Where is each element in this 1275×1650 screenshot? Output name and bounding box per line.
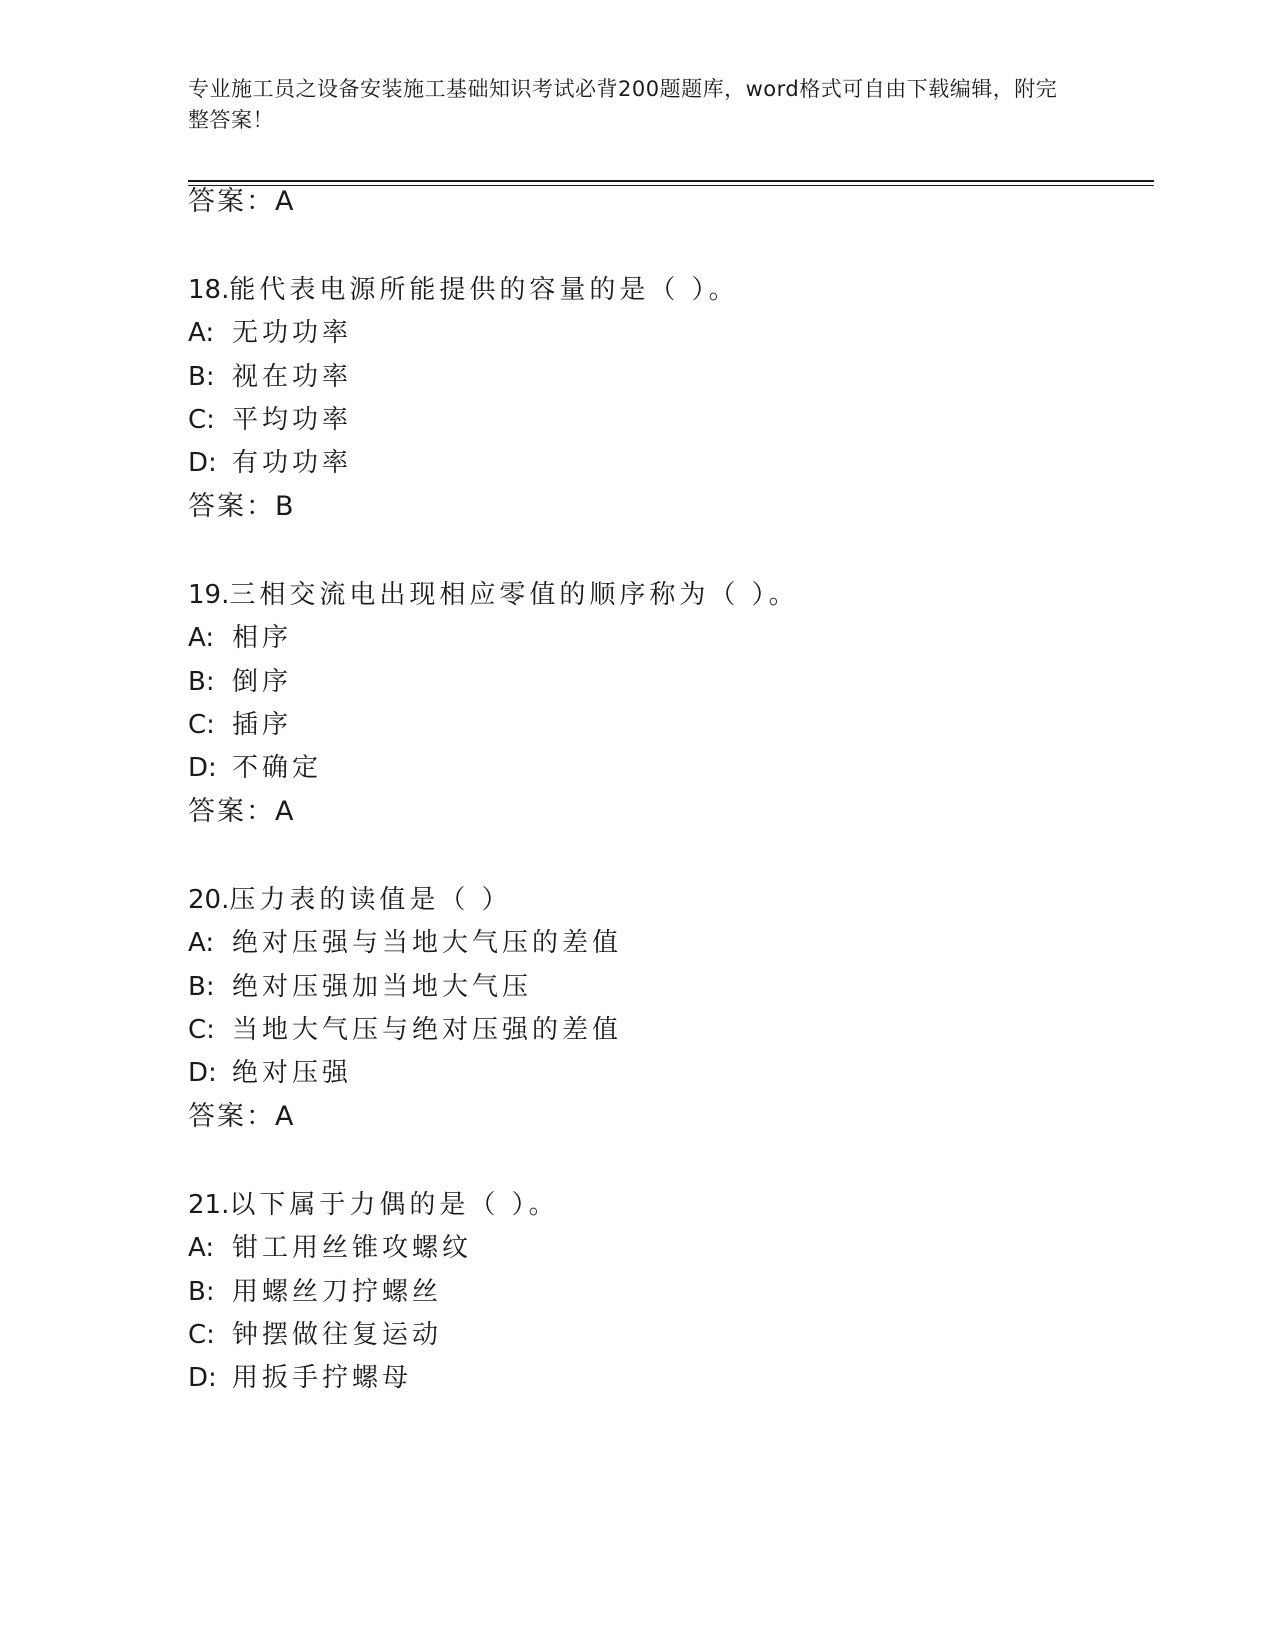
option-text: 绝对压强与当地大气压的差值 [232,928,623,958]
answer-label: 答案： [188,491,275,522]
q21-option-c [188,1320,442,1350]
option-text: 倒序 [232,667,293,697]
q18-answer [188,492,296,522]
option-letter: D: [188,753,217,783]
option-letter: A: [188,623,215,653]
option-letter: C: [188,710,215,740]
header-rule-thin [188,185,1154,186]
option-text: 有功功率 [232,448,353,478]
option-text: 用扳手拧螺母 [232,1363,413,1393]
answer-value: A [275,186,296,217]
question-19 [188,580,799,610]
q18-option-d [188,448,352,478]
option-text: 钟摆做往复运动 [232,1320,443,1350]
q20-option-a [188,928,622,958]
option-letter: B: [188,1277,215,1307]
q19-option-c [188,710,292,740]
question-number: 21. [188,1190,230,1220]
question-text: 以下属于力偶的是（ ）。 [229,1190,559,1220]
option-text: 绝对压强 [232,1058,353,1088]
answer-label: 答案： [188,796,275,827]
option-text: 不确定 [232,753,323,783]
q20-option-b [188,972,532,1002]
option-letter: D: [188,1058,217,1088]
q21-option-b [188,1277,442,1307]
q19-option-d [188,753,322,783]
question-text: 三相交流电出现相应零值的顺序称为（ ）。 [229,580,799,610]
answer-value: B [275,491,296,522]
option-letter: A: [188,1233,215,1263]
option-letter: A: [188,928,215,958]
document-header: 专业施工员之设备安装施工基础知识考试必背200题题库，word格式可自由下载编辑，附完整答案！ [188,77,1058,132]
option-letter: B: [188,667,215,697]
header-rule-thick [188,180,1154,182]
option-text: 插序 [232,710,293,740]
option-text: 当地大气压与绝对压强的差值 [232,1015,623,1045]
option-letter: B: [188,972,215,1002]
question-number: 20. [188,885,230,915]
answer-label: 答案： [188,186,275,217]
option-text: 钳工用丝锥攻螺纹 [232,1233,473,1263]
question-number: 19. [188,580,230,610]
option-letter: D: [188,448,217,478]
option-text: 用螺丝刀拧螺丝 [232,1277,443,1307]
q21-option-a [188,1233,472,1263]
option-text: 相序 [232,623,293,653]
prev-answer [188,187,295,217]
question-21 [188,1190,559,1220]
q18-option-b [188,362,352,392]
q19-answer [188,797,295,827]
answer-label: 答案： [188,1101,275,1132]
answer-value: A [275,1101,296,1132]
q20-option-c [188,1015,622,1045]
question-text: 压力表的读值是（ ） [229,885,512,915]
q19-option-a [188,623,292,653]
q18-option-a [188,318,352,348]
option-letter: B: [188,362,215,392]
option-letter: C: [188,1320,215,1350]
option-text: 平均功率 [232,405,353,435]
question-number: 18. [188,275,230,305]
question-18 [188,275,739,305]
option-letter: C: [188,1015,215,1045]
q18-option-c [188,405,352,435]
option-letter: D: [188,1363,217,1393]
option-letter: C: [188,405,215,435]
q19-option-b [188,667,292,697]
q20-option-d [188,1058,352,1088]
option-letter: A: [188,318,215,348]
option-text: 视在功率 [232,362,353,392]
option-text: 无功功率 [232,318,353,348]
question-20 [188,885,512,915]
q21-option-d [188,1363,412,1393]
option-text: 绝对压强加当地大气压 [232,972,533,1002]
answer-value: A [275,796,296,827]
q20-answer [188,1102,295,1132]
question-text: 能代表电源所能提供的容量的是（ ）。 [229,275,739,305]
